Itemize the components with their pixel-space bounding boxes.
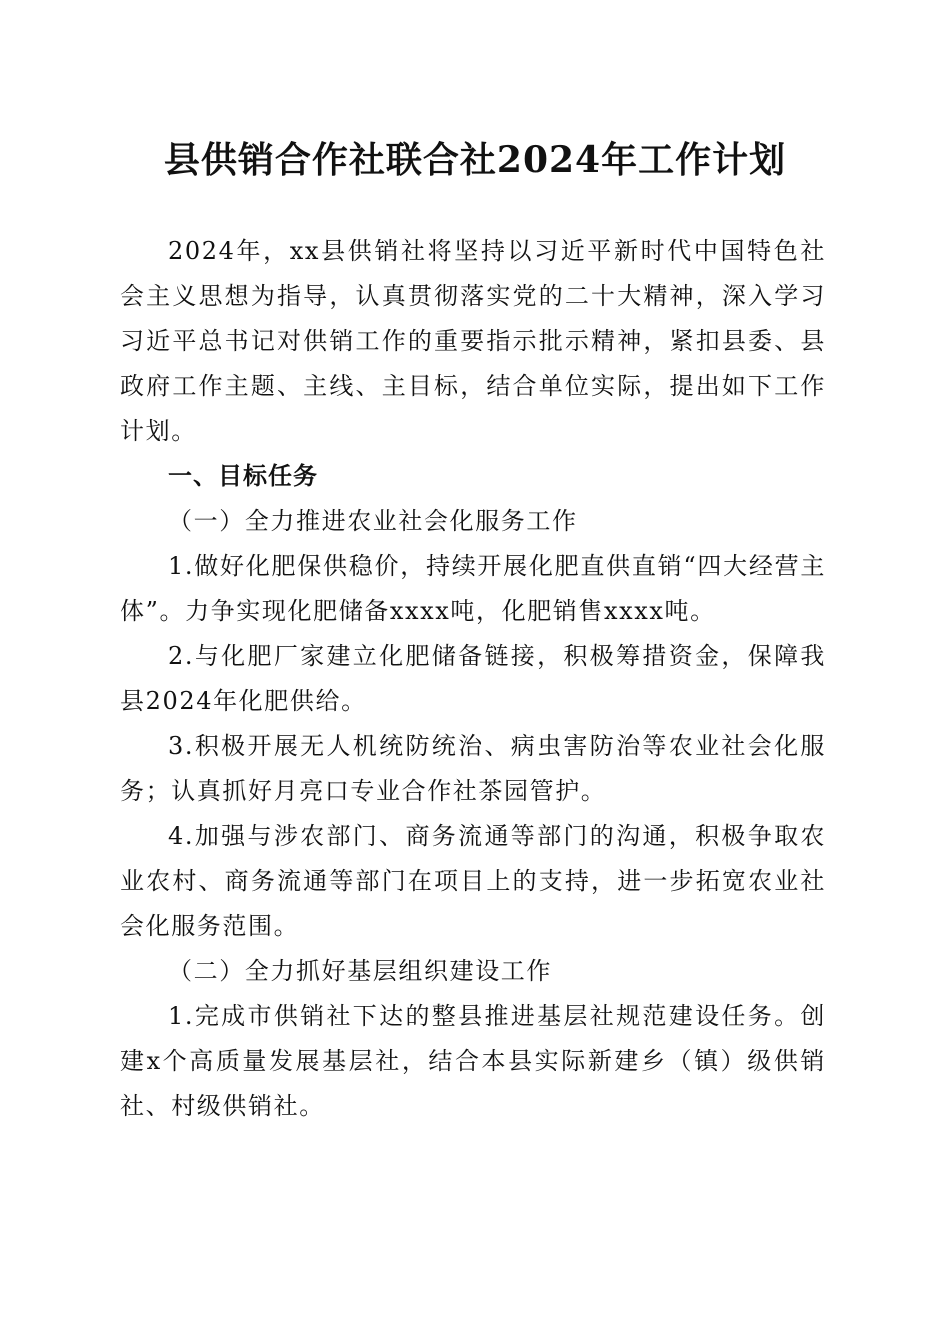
subsection-heading-agri-services: （一）全力推进农业社会化服务工作 — [168, 507, 578, 535]
intro-paragraph: 2024年，xx县供销社将坚持以习近平新时代中国特色社会主义思想为指导，认真贯彻落实党的二十大精神，深入学习习近平总书记对供销工作的重要指示批示精神，紧扣县委、县政府工作主题、主线、主目标，结合单位实际，提出如下工作计划。 — [120, 237, 826, 445]
list-item: 4.加强与涉农部门、商务流通等部门的沟通，积极争取农业农村、商务流通等部门在项目上的支持，进一步拓宽农业社会化服务范围。 — [120, 822, 826, 940]
list-item: 2.与化肥厂家建立化肥储备链接，积极筹措资金，保障我县2024年化肥供给。 — [120, 642, 826, 715]
list-item: 3.积极开展无人机统防统治、病虫害防治等农业社会化服务；认真抓好月亮口专业合作社茶园管护。 — [120, 732, 826, 805]
section-heading-goals: 一、目标任务 — [168, 462, 318, 490]
document-title: 县供销合作社联合社2024年工作计划 — [163, 139, 787, 181]
list-item: 1.做好化肥保供稳价，持续开展化肥直供直销“四大经营主体”。力争实现化肥储备xxxx吨，化肥销售xxxx吨。 — [120, 552, 826, 625]
subsection-heading-grassroots: （二）全力抓好基层组织建设工作 — [168, 957, 552, 985]
list-item: 1.完成市供销社下达的整县推进基层社规范建设任务。创建x个高质量发展基层社，结合本县实际新建乡（镇）级供销社、村级供销社。 — [120, 1002, 826, 1120]
document-body — [120, 229, 826, 1129]
